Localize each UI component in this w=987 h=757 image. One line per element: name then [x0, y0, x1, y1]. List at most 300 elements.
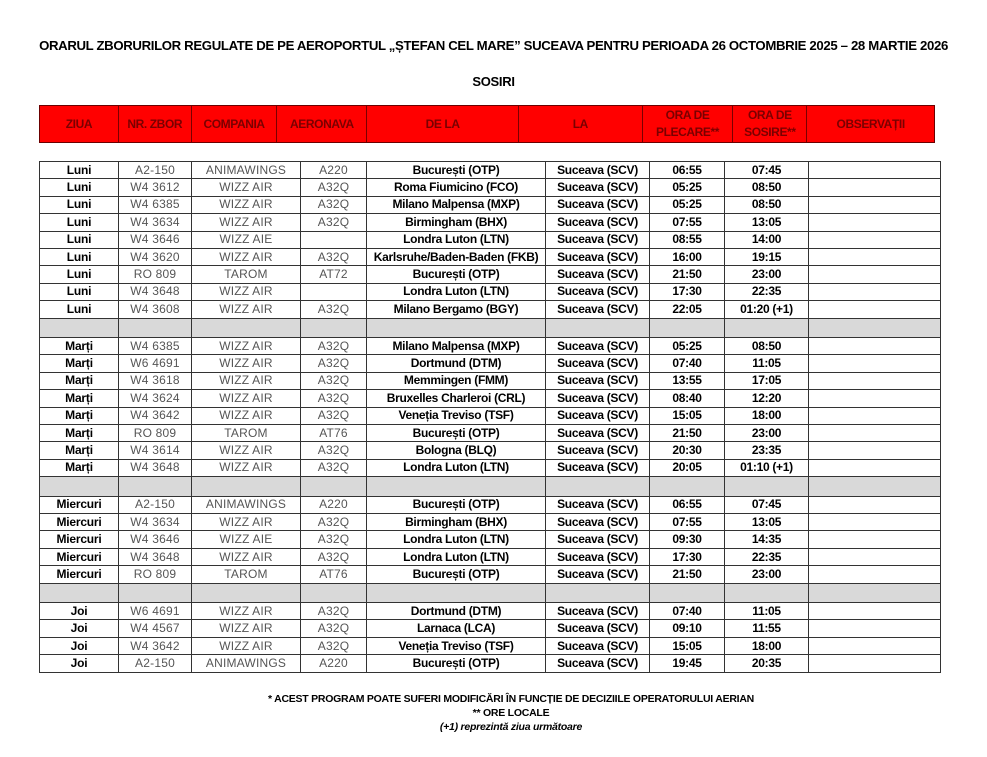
- cell-flight-number: RO 809: [119, 424, 192, 441]
- separator-cell: [725, 583, 809, 603]
- cell-day: Marți: [40, 372, 119, 389]
- cell-origin: Londra Luton (LTN): [367, 231, 546, 248]
- header-observatii: OBSERVAȚII: [836, 116, 905, 131]
- cell-flight-number: W4 3618: [119, 372, 192, 389]
- page-title: ORARUL ZBORURILOR REGULATE DE PE AEROPORTUL „ȘTEFAN CEL MARE” SUCEAVA PENTRU PERIOADA 26 OCTOMBRIE 2025 – 28 MARTIE 2026: [39, 38, 948, 53]
- cell-day: Joi: [40, 637, 119, 654]
- cell-remarks: [809, 566, 941, 583]
- table-row: [40, 355, 941, 372]
- cell-arrival-time: 08:50: [725, 179, 809, 196]
- cell-remarks: [809, 603, 941, 620]
- separator-cell: [192, 477, 301, 497]
- cell-remarks: [809, 424, 941, 441]
- cell-arrival-time: 20:35: [725, 655, 809, 672]
- cell-departure-time: 07:55: [650, 514, 725, 531]
- cell-day: Miercuri: [40, 548, 119, 565]
- separator-cell: [650, 583, 725, 603]
- cell-departure-time: 08:40: [650, 390, 725, 407]
- separator-cell: [40, 477, 119, 497]
- cell-origin: București (OTP): [367, 424, 546, 441]
- cell-day: Marți: [40, 424, 119, 441]
- cell-departure-time: 07:55: [650, 214, 725, 231]
- cell-airline: WIZZ AIR: [192, 283, 301, 300]
- table-row: [40, 424, 941, 441]
- cell-flight-number: W6 4691: [119, 603, 192, 620]
- cell-flight-number: W4 3646: [119, 531, 192, 548]
- cell-day: Luni: [40, 283, 119, 300]
- cell-departure-time: 16:00: [650, 248, 725, 265]
- cell-airline: WIZZ AIR: [192, 301, 301, 318]
- cell-airline: WIZZ AIE: [192, 231, 301, 248]
- cell-remarks: [809, 372, 941, 389]
- table-row: [40, 620, 941, 637]
- cell-aircraft: A32Q: [301, 442, 367, 459]
- cell-day: Joi: [40, 603, 119, 620]
- cell-remarks: [809, 637, 941, 654]
- cell-flight-number: A2-150: [119, 162, 192, 179]
- cell-aircraft: A32Q: [301, 214, 367, 231]
- separator-cell: [119, 318, 192, 338]
- cell-aircraft: A32Q: [301, 407, 367, 424]
- cell-flight-number: A2-150: [119, 496, 192, 513]
- header-compania: COMPANIA: [192, 106, 278, 142]
- cell-day: Marți: [40, 407, 119, 424]
- cell-origin: Londra Luton (LTN): [367, 531, 546, 548]
- cell-aircraft: A32Q: [301, 637, 367, 654]
- separator-cell: [809, 477, 941, 497]
- cell-flight-number: RO 809: [119, 266, 192, 283]
- separator-row: [40, 583, 941, 603]
- cell-destination: Suceava (SCV): [546, 637, 650, 654]
- table-row: [40, 338, 941, 355]
- cell-airline: WIZZ AIR: [192, 514, 301, 531]
- cell-airline: WIZZ AIR: [192, 179, 301, 196]
- cell-airline: TAROM: [192, 566, 301, 583]
- cell-airline: WIZZ AIR: [192, 248, 301, 265]
- cell-day: Luni: [40, 248, 119, 265]
- cell-day: Marți: [40, 390, 119, 407]
- footnotes: [0, 692, 987, 734]
- separator-cell: [809, 583, 941, 603]
- cell-airline: WIZZ AIR: [192, 372, 301, 389]
- header-ora-sosire: ORA DE SOSIRE**: [733, 106, 807, 142]
- cell-departure-time: 17:30: [650, 548, 725, 565]
- cell-destination: Suceava (SCV): [546, 372, 650, 389]
- cell-day: Marți: [40, 442, 119, 459]
- table-row: [40, 655, 941, 672]
- table-row: [40, 442, 941, 459]
- cell-departure-time: 13:55: [650, 372, 725, 389]
- cell-destination: Suceava (SCV): [546, 548, 650, 565]
- cell-flight-number: RO 809: [119, 566, 192, 583]
- cell-departure-time: 09:10: [650, 620, 725, 637]
- separator-cell: [546, 477, 650, 497]
- cell-day: Miercuri: [40, 514, 119, 531]
- cell-airline: ANIMAWINGS: [192, 496, 301, 513]
- cell-flight-number: W4 3642: [119, 407, 192, 424]
- table-row: [40, 566, 941, 583]
- cell-arrival-time: 11:05: [725, 355, 809, 372]
- cell-destination: Suceava (SCV): [546, 531, 650, 548]
- cell-flight-number: W6 4691: [119, 355, 192, 372]
- cell-departure-time: 05:25: [650, 196, 725, 213]
- cell-aircraft: A32Q: [301, 196, 367, 213]
- cell-remarks: [809, 355, 941, 372]
- table-row: [40, 531, 941, 548]
- arrivals-table: [39, 161, 941, 673]
- cell-destination: Suceava (SCV): [546, 283, 650, 300]
- cell-departure-time: 08:55: [650, 231, 725, 248]
- cell-remarks: [809, 459, 941, 476]
- cell-aircraft: A32Q: [301, 531, 367, 548]
- table-row: [40, 231, 941, 248]
- separator-row: [40, 318, 941, 338]
- cell-origin: Birmingham (BHX): [367, 214, 546, 231]
- cell-day: Marți: [40, 355, 119, 372]
- cell-flight-number: W4 6385: [119, 338, 192, 355]
- cell-remarks: [809, 196, 941, 213]
- footnote-modifications: * ACEST PROGRAM POATE SUFERI MODIFICĂRI ÎN FUNCȚIE DE DECIZIILE OPERATORULUI AERIAN: [268, 693, 754, 705]
- cell-aircraft: A32Q: [301, 514, 367, 531]
- table-row: [40, 372, 941, 389]
- cell-destination: Suceava (SCV): [546, 496, 650, 513]
- cell-arrival-time: 13:05: [725, 514, 809, 531]
- separator-cell: [301, 318, 367, 338]
- cell-destination: Suceava (SCV): [546, 407, 650, 424]
- separator-cell: [301, 477, 367, 497]
- cell-aircraft: A32Q: [301, 338, 367, 355]
- cell-origin: Londra Luton (LTN): [367, 459, 546, 476]
- cell-remarks: [809, 231, 941, 248]
- cell-departure-time: 21:50: [650, 266, 725, 283]
- header-ziua: ZIUA: [40, 106, 119, 142]
- cell-origin: Larnaca (LCA): [367, 620, 546, 637]
- cell-flight-number: W4 3648: [119, 283, 192, 300]
- separator-cell: [367, 477, 546, 497]
- separator-cell: [119, 583, 192, 603]
- cell-departure-time: 15:05: [650, 637, 725, 654]
- cell-airline: WIZZ AIR: [192, 214, 301, 231]
- cell-remarks: [809, 266, 941, 283]
- cell-airline: WIZZ AIE: [192, 531, 301, 548]
- cell-remarks: [809, 655, 941, 672]
- arrivals-table-body: [40, 162, 941, 673]
- cell-arrival-time: 11:55: [725, 620, 809, 637]
- cell-destination: Suceava (SCV): [546, 266, 650, 283]
- header-nr-zbor: NR. ZBOR: [119, 106, 192, 142]
- cell-origin: București (OTP): [367, 162, 546, 179]
- separator-cell: [546, 318, 650, 338]
- cell-arrival-time: 01:10 (+1): [725, 459, 809, 476]
- cell-destination: Suceava (SCV): [546, 338, 650, 355]
- cell-day: Luni: [40, 301, 119, 318]
- cell-destination: Suceava (SCV): [546, 179, 650, 196]
- cell-aircraft: AT76: [301, 424, 367, 441]
- cell-day: Miercuri: [40, 566, 119, 583]
- cell-day: Luni: [40, 179, 119, 196]
- table-row: [40, 283, 941, 300]
- cell-aircraft: A32Q: [301, 179, 367, 196]
- cell-remarks: [809, 514, 941, 531]
- separator-cell: [809, 318, 941, 338]
- cell-aircraft: AT72: [301, 266, 367, 283]
- cell-departure-time: 09:30: [650, 531, 725, 548]
- cell-departure-time: 15:05: [650, 407, 725, 424]
- cell-airline: WIZZ AIR: [192, 603, 301, 620]
- cell-destination: Suceava (SCV): [546, 442, 650, 459]
- cell-flight-number: W4 3614: [119, 442, 192, 459]
- table-row: [40, 637, 941, 654]
- cell-arrival-time: 18:00: [725, 407, 809, 424]
- separator-cell: [40, 318, 119, 338]
- cell-departure-time: 21:50: [650, 566, 725, 583]
- cell-flight-number: W4 3642: [119, 637, 192, 654]
- header-ora-plecare: ORA DE PLECARE**: [643, 106, 734, 142]
- cell-origin: București (OTP): [367, 655, 546, 672]
- header-la: LA: [519, 106, 643, 142]
- cell-departure-time: 21:50: [650, 424, 725, 441]
- cell-departure-time: 20:30: [650, 442, 725, 459]
- table-row: [40, 266, 941, 283]
- table-row: [40, 459, 941, 476]
- cell-origin: Bruxelles Charleroi (CRL): [367, 390, 546, 407]
- cell-departure-time: 07:40: [650, 355, 725, 372]
- cell-origin: București (OTP): [367, 266, 546, 283]
- cell-origin: Veneția Treviso (TSF): [367, 407, 546, 424]
- cell-flight-number: W4 3646: [119, 231, 192, 248]
- cell-aircraft: A32Q: [301, 390, 367, 407]
- cell-arrival-time: 01:20 (+1): [725, 301, 809, 318]
- cell-aircraft: A32Q: [301, 548, 367, 565]
- cell-arrival-time: 18:00: [725, 637, 809, 654]
- cell-airline: WIZZ AIR: [192, 390, 301, 407]
- cell-flight-number: W4 3620: [119, 248, 192, 265]
- cell-destination: Suceava (SCV): [546, 603, 650, 620]
- table-row: [40, 196, 941, 213]
- cell-remarks: [809, 442, 941, 459]
- cell-arrival-time: 07:45: [725, 496, 809, 513]
- cell-departure-time: 05:25: [650, 338, 725, 355]
- table-row: [40, 179, 941, 196]
- cell-flight-number: W4 4567: [119, 620, 192, 637]
- cell-origin: Roma Fiumicino (FCO): [367, 179, 546, 196]
- cell-flight-number: W4 3648: [119, 459, 192, 476]
- table-row: [40, 514, 941, 531]
- cell-aircraft: [301, 231, 367, 248]
- cell-aircraft: A32Q: [301, 301, 367, 318]
- cell-airline: WIZZ AIR: [192, 338, 301, 355]
- cell-flight-number: W4 3624: [119, 390, 192, 407]
- cell-day: Marți: [40, 459, 119, 476]
- separator-cell: [650, 477, 725, 497]
- table-row: [40, 301, 941, 318]
- cell-arrival-time: 08:50: [725, 196, 809, 213]
- cell-departure-time: 07:40: [650, 603, 725, 620]
- cell-remarks: [809, 496, 941, 513]
- cell-flight-number: W4 3608: [119, 301, 192, 318]
- cell-origin: Londra Luton (LTN): [367, 283, 546, 300]
- cell-arrival-time: 23:00: [725, 424, 809, 441]
- cell-aircraft: A220: [301, 496, 367, 513]
- cell-flight-number: W4 6385: [119, 196, 192, 213]
- table-row: [40, 162, 941, 179]
- cell-origin: Birmingham (BHX): [367, 514, 546, 531]
- separator-cell: [725, 318, 809, 338]
- cell-arrival-time: 23:00: [725, 566, 809, 583]
- cell-destination: Suceava (SCV): [546, 214, 650, 231]
- cell-remarks: [809, 162, 941, 179]
- cell-remarks: [809, 407, 941, 424]
- cell-arrival-time: 22:35: [725, 283, 809, 300]
- cell-origin: Karlsruhe/Baden-Baden (FKB): [367, 248, 546, 265]
- separator-cell: [119, 477, 192, 497]
- cell-destination: Suceava (SCV): [546, 620, 650, 637]
- separator-cell: [192, 318, 301, 338]
- cell-aircraft: A32Q: [301, 248, 367, 265]
- cell-arrival-time: 22:35: [725, 548, 809, 565]
- cell-day: Luni: [40, 162, 119, 179]
- cell-airline: WIZZ AIR: [192, 442, 301, 459]
- header-aeronava: AERONAVA: [277, 106, 367, 142]
- cell-day: Marți: [40, 338, 119, 355]
- cell-remarks: [809, 214, 941, 231]
- cell-origin: Veneția Treviso (TSF): [367, 637, 546, 654]
- footnote-next-day: (+1) reprezintă ziua următoare: [439, 721, 583, 733]
- table-row: [40, 496, 941, 513]
- table-row: [40, 603, 941, 620]
- cell-arrival-time: 11:05: [725, 603, 809, 620]
- cell-remarks: [809, 248, 941, 265]
- cell-origin: Milano Malpensa (MXP): [367, 196, 546, 213]
- cell-origin: Memmingen (FMM): [367, 372, 546, 389]
- cell-remarks: [809, 338, 941, 355]
- cell-origin: Londra Luton (LTN): [367, 548, 546, 565]
- cell-destination: Suceava (SCV): [546, 162, 650, 179]
- cell-arrival-time: 13:05: [725, 214, 809, 231]
- separator-cell: [725, 477, 809, 497]
- cell-departure-time: 17:30: [650, 283, 725, 300]
- cell-remarks: [809, 620, 941, 637]
- cell-destination: Suceava (SCV): [546, 566, 650, 583]
- cell-day: Luni: [40, 196, 119, 213]
- cell-remarks: [809, 179, 941, 196]
- cell-aircraft: AT76: [301, 566, 367, 583]
- cell-aircraft: A32Q: [301, 603, 367, 620]
- cell-remarks: [809, 301, 941, 318]
- cell-origin: Milano Bergamo (BGY): [367, 301, 546, 318]
- separator-cell: [301, 583, 367, 603]
- cell-day: Luni: [40, 231, 119, 248]
- cell-airline: TAROM: [192, 266, 301, 283]
- cell-origin: Dortmund (DTM): [367, 355, 546, 372]
- cell-flight-number: W4 3634: [119, 514, 192, 531]
- separator-cell: [192, 583, 301, 603]
- cell-remarks: [809, 283, 941, 300]
- cell-day: Miercuri: [40, 531, 119, 548]
- cell-day: Miercuri: [40, 496, 119, 513]
- cell-departure-time: 22:05: [650, 301, 725, 318]
- cell-arrival-time: 14:35: [725, 531, 809, 548]
- cell-destination: Suceava (SCV): [546, 390, 650, 407]
- cell-aircraft: A32Q: [301, 372, 367, 389]
- cell-destination: Suceava (SCV): [546, 301, 650, 318]
- table-row: [40, 248, 941, 265]
- cell-airline: WIZZ AIR: [192, 620, 301, 637]
- cell-aircraft: [301, 283, 367, 300]
- cell-arrival-time: 12:20: [725, 390, 809, 407]
- cell-destination: Suceava (SCV): [546, 248, 650, 265]
- cell-airline: TAROM: [192, 424, 301, 441]
- cell-remarks: [809, 390, 941, 407]
- cell-remarks: [809, 531, 941, 548]
- footnote-local-times: ** ORE LOCALE: [472, 707, 550, 719]
- cell-airline: WIZZ AIR: [192, 355, 301, 372]
- cell-aircraft: A220: [301, 162, 367, 179]
- cell-destination: Suceava (SCV): [546, 355, 650, 372]
- cell-arrival-time: 23:00: [725, 266, 809, 283]
- cell-airline: WIZZ AIR: [192, 407, 301, 424]
- cell-departure-time: 06:55: [650, 496, 725, 513]
- table-row: [40, 407, 941, 424]
- cell-arrival-time: 19:15: [725, 248, 809, 265]
- cell-destination: Suceava (SCV): [546, 196, 650, 213]
- cell-arrival-time: 17:05: [725, 372, 809, 389]
- separator-cell: [367, 318, 546, 338]
- separator-row: [40, 477, 941, 497]
- cell-flight-number: W4 3612: [119, 179, 192, 196]
- cell-arrival-time: 14:00: [725, 231, 809, 248]
- section-title: SOSIRI: [472, 74, 515, 89]
- cell-day: Luni: [40, 214, 119, 231]
- cell-flight-number: A2-150: [119, 655, 192, 672]
- cell-airline: WIZZ AIR: [192, 459, 301, 476]
- cell-destination: Suceava (SCV): [546, 459, 650, 476]
- cell-flight-number: W4 3648: [119, 548, 192, 565]
- cell-airline: ANIMAWINGS: [192, 162, 301, 179]
- cell-aircraft: A32Q: [301, 355, 367, 372]
- table-row: [40, 390, 941, 407]
- cell-origin: Bologna (BLQ): [367, 442, 546, 459]
- cell-destination: Suceava (SCV): [546, 424, 650, 441]
- cell-departure-time: 19:45: [650, 655, 725, 672]
- cell-destination: Suceava (SCV): [546, 231, 650, 248]
- cell-departure-time: 06:55: [650, 162, 725, 179]
- separator-cell: [650, 318, 725, 338]
- cell-destination: Suceava (SCV): [546, 514, 650, 531]
- table-row: [40, 214, 941, 231]
- cell-origin: București (OTP): [367, 496, 546, 513]
- separator-cell: [546, 583, 650, 603]
- separator-cell: [367, 583, 546, 603]
- cell-departure-time: 20:05: [650, 459, 725, 476]
- cell-origin: Dortmund (DTM): [367, 603, 546, 620]
- cell-arrival-time: 23:35: [725, 442, 809, 459]
- header-de-la: DE LA: [367, 106, 519, 142]
- cell-day: Luni: [40, 266, 119, 283]
- cell-airline: WIZZ AIR: [192, 637, 301, 654]
- cell-day: Joi: [40, 620, 119, 637]
- cell-remarks: [809, 548, 941, 565]
- cell-destination: Suceava (SCV): [546, 655, 650, 672]
- cell-arrival-time: 08:50: [725, 338, 809, 355]
- cell-flight-number: W4 3634: [119, 214, 192, 231]
- cell-airline: WIZZ AIR: [192, 196, 301, 213]
- cell-airline: ANIMAWINGS: [192, 655, 301, 672]
- table-header: [39, 105, 935, 143]
- cell-departure-time: 05:25: [650, 179, 725, 196]
- table-row: [40, 548, 941, 565]
- cell-arrival-time: 07:45: [725, 162, 809, 179]
